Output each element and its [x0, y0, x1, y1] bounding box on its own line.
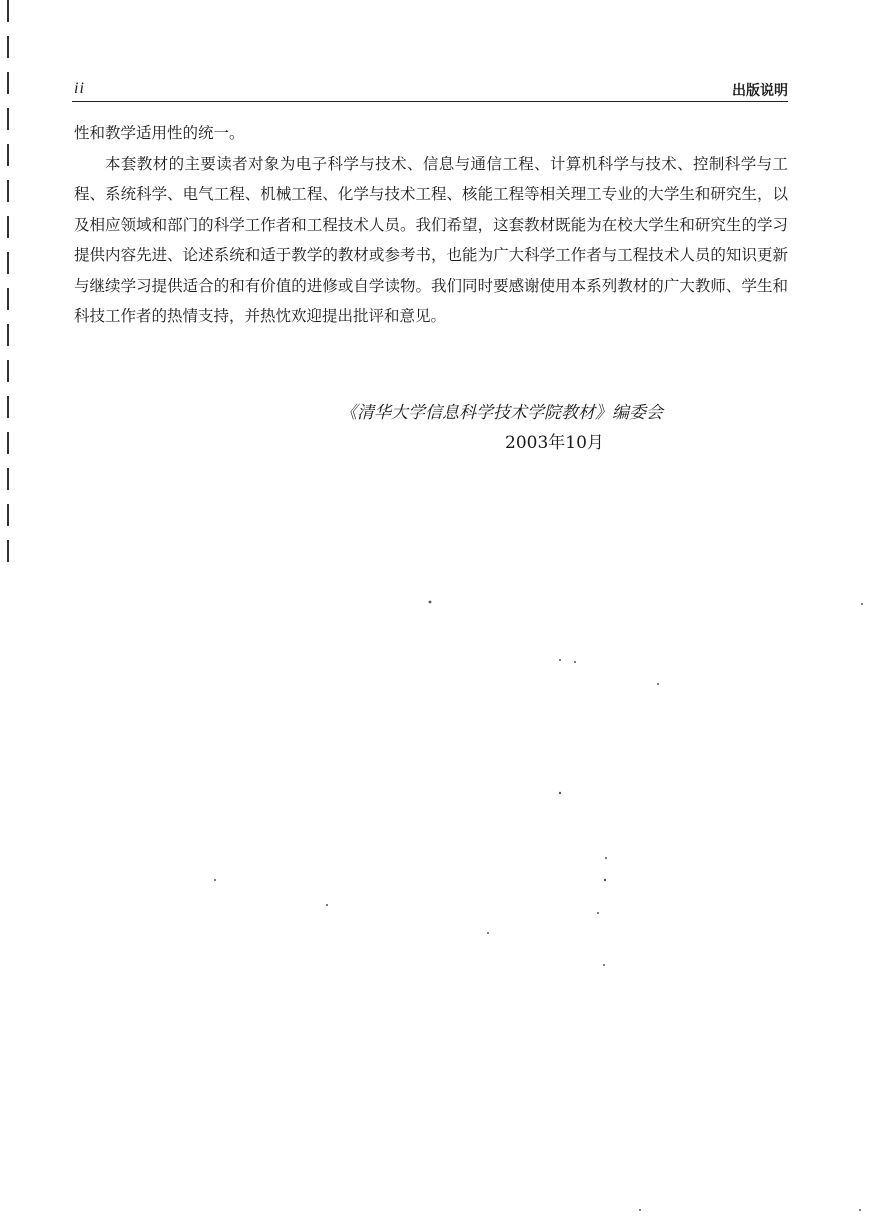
page-number: ii	[74, 80, 85, 97]
paragraph-readership: 本套教材的主要读者对象为电子科学与技术、信息与通信工程、计算机科学与技术、控制科学与工程、系统科学、电气工程、机械工程、化学与技术工程、核能工程等相关理工专业的大学生和研究生，以及相应领域和部门的科学工作者和工程技术人员。我们希望，这套教材既能为在校大学生和研究生的学习提供内容先进、论述系统和适于教学的教材或参考书，也能为广大科学工作者与工程技术人员的知识更新与继续学习提供适合的和有价值的进修或自学读物。我们同时要感谢使用本系列教材的广大教师、学生和科技工作者的热情支持，并热忱欢迎提出批评和意见。	[74, 154, 788, 325]
signature-organization: 《清华大学信息科学技术学院教材》编委会	[340, 403, 663, 423]
running-head-title: 出版说明	[732, 83, 788, 99]
paragraph-continued: 性和教学适用性的统一。	[74, 124, 245, 142]
signature-date: 2003年10月	[505, 433, 604, 453]
